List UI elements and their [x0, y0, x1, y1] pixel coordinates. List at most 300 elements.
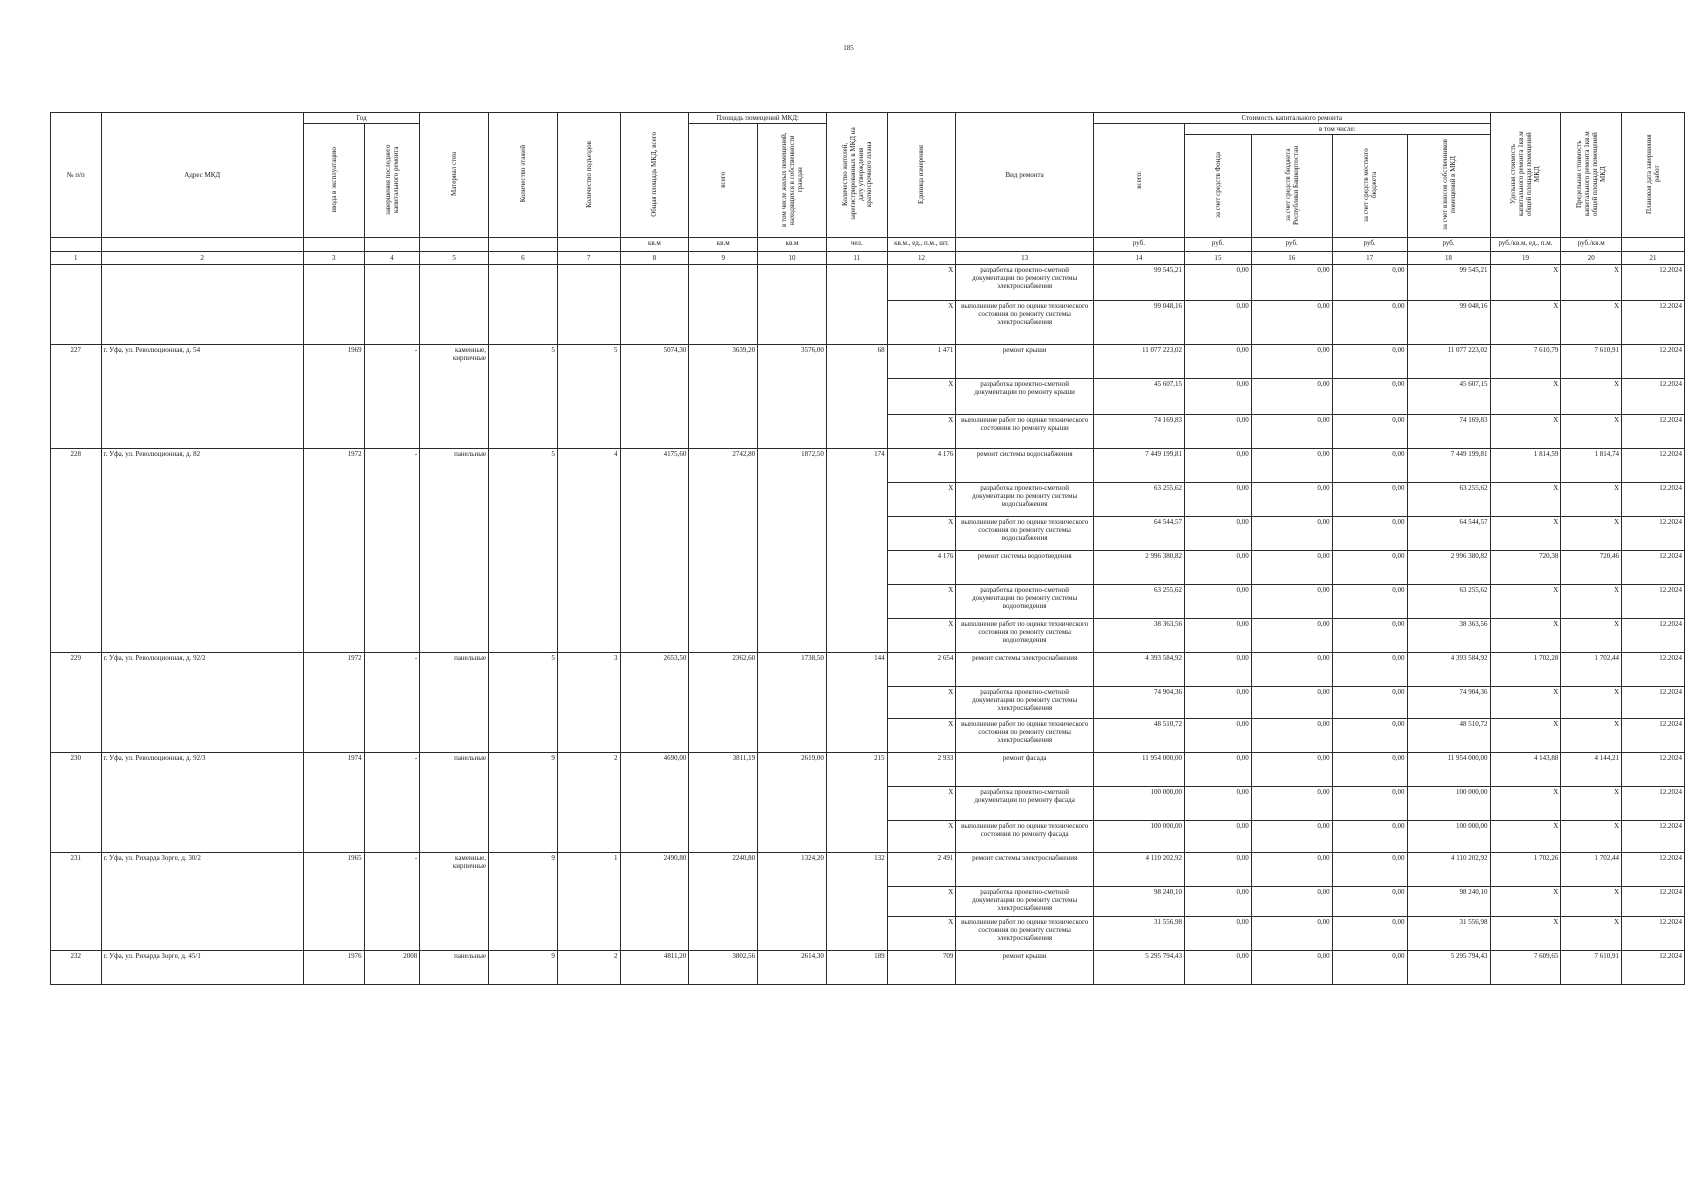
cell-spec: 7 610,79 — [1490, 345, 1561, 379]
cell-ppl: 132 — [826, 853, 887, 887]
cell-date: 12.2024 — [1622, 345, 1685, 379]
cell-work: разработка проектно-сметной документации по ремонту крыши — [956, 379, 1094, 415]
cell-fund: 0,00 — [1184, 887, 1251, 917]
table-row-house — [51, 653, 1685, 687]
cell-a_res — [758, 551, 827, 585]
header-repair-type: Вид ремонта — [956, 113, 1094, 238]
cell-mat — [420, 719, 489, 753]
cell-addr: г. Уфа, ул. Революционная, д. 54 — [101, 345, 303, 379]
cell-unit: 4 176 — [887, 449, 956, 483]
cell-fund: 0,00 — [1184, 517, 1251, 551]
cell-mb: 0,00 — [1332, 887, 1407, 917]
table-row-work — [51, 687, 1685, 719]
cell-a_res: 3576,00 — [758, 345, 827, 379]
header-fund: за счет средств Фонда — [1184, 135, 1251, 238]
cell-spec: 720,38 — [1490, 551, 1561, 585]
cell-y2 — [364, 265, 420, 301]
cell-y1 — [303, 301, 364, 345]
cell-a_all: 2742,80 — [689, 449, 758, 483]
cell-a_all — [689, 483, 758, 517]
cell-fund: 0,00 — [1184, 449, 1251, 483]
cell-ppl — [826, 687, 887, 719]
cell-y2: - — [364, 853, 420, 887]
cell-lim: 7 610,91 — [1561, 951, 1622, 985]
cell-addr — [101, 517, 303, 551]
cell-mat: панельные — [420, 449, 489, 483]
header-year-commissioned: ввода в эксплуатацию — [303, 124, 364, 238]
cell-addr — [101, 551, 303, 585]
cell-num — [51, 917, 102, 951]
cell-ent: 2 — [557, 753, 620, 787]
cell-total: 4 393 584,92 — [1093, 653, 1184, 687]
cell-ppl — [826, 887, 887, 917]
cell-rb: 0,00 — [1251, 853, 1332, 887]
cell-rb: 0,00 — [1251, 517, 1332, 551]
header-year-last-repair: завершения последнего капитального ремонта — [364, 124, 420, 238]
table-row-work — [51, 887, 1685, 917]
cell-mb: 0,00 — [1332, 265, 1407, 301]
cell-fl: 5 — [489, 345, 558, 379]
cell-mat — [420, 551, 489, 585]
cell-date: 12.2024 — [1622, 719, 1685, 753]
cell-mb: 0,00 — [1332, 619, 1407, 653]
cell-ent: 5 — [557, 345, 620, 379]
cell-fl — [489, 415, 558, 449]
cell-num: 229 — [51, 653, 102, 687]
cell-addr — [101, 719, 303, 753]
cell-fl — [489, 517, 558, 551]
cell-mat — [420, 483, 489, 517]
cell-y2 — [364, 301, 420, 345]
cell-y1 — [303, 551, 364, 585]
table-row-work — [51, 551, 1685, 585]
cell-fund: 0,00 — [1184, 821, 1251, 853]
cell-a_res — [758, 619, 827, 653]
cell-rb: 0,00 — [1251, 379, 1332, 415]
cell-mb: 0,00 — [1332, 787, 1407, 821]
cell-ppl — [826, 585, 887, 619]
cell-own: 100 000,00 — [1407, 787, 1490, 821]
cell-unit: X — [887, 483, 956, 517]
header-num: № п/п — [51, 113, 102, 238]
cell-date: 12.2024 — [1622, 517, 1685, 551]
cell-a_res — [758, 917, 827, 951]
cell-unit: X — [887, 265, 956, 301]
cell-y2 — [364, 619, 420, 653]
cell-spec: 7 609,65 — [1490, 951, 1561, 985]
cell-mat — [420, 517, 489, 551]
cell-mat — [420, 821, 489, 853]
cell-total: 99 048,16 — [1093, 301, 1184, 345]
cell-a_res — [758, 585, 827, 619]
cell-own: 31 556,98 — [1407, 917, 1490, 951]
cell-a_all — [689, 551, 758, 585]
cell-rb: 0,00 — [1251, 449, 1332, 483]
cell-y2: - — [364, 345, 420, 379]
cell-a_res: 1324,20 — [758, 853, 827, 887]
cell-lim: X — [1561, 887, 1622, 917]
header-area-residential: в том числе жилых помещений, находящихся в собственности граждан — [758, 124, 827, 238]
cell-y1 — [303, 379, 364, 415]
cell-ppl — [826, 379, 887, 415]
cell-date: 12.2024 — [1622, 449, 1685, 483]
cell-mb: 0,00 — [1332, 379, 1407, 415]
table-row-house — [51, 449, 1685, 483]
cell-lim: 7 610,91 — [1561, 345, 1622, 379]
header-limit-cost: Предельная стоимость капитального ремонта 1кв.м общей площади помещений МКД — [1561, 113, 1622, 238]
cell-ent — [557, 619, 620, 653]
cell-own: 11 077 223,02 — [1407, 345, 1490, 379]
cell-total: 74 904,36 — [1093, 687, 1184, 719]
header-floors: Количество этажей — [489, 113, 558, 238]
cell-total: 63 255,62 — [1093, 585, 1184, 619]
table-row-work — [51, 415, 1685, 449]
cell-total: 63 255,62 — [1093, 483, 1184, 517]
cell-spec: 4 143,88 — [1490, 753, 1561, 787]
cell-area — [620, 517, 689, 551]
cell-a_res — [758, 687, 827, 719]
cell-lim: X — [1561, 585, 1622, 619]
cell-work: выполнение работ по оценке технического состояния по ремонту фасада — [956, 821, 1094, 853]
cell-y1 — [303, 787, 364, 821]
cell-mb: 0,00 — [1332, 719, 1407, 753]
header-wall-material: Материал стен — [420, 113, 489, 238]
cell-num — [51, 619, 102, 653]
cell-ppl: 144 — [826, 653, 887, 687]
cell-own: 99 048,16 — [1407, 301, 1490, 345]
cell-ppl: 189 — [826, 951, 887, 985]
cell-area — [620, 719, 689, 753]
cell-ppl — [826, 551, 887, 585]
cell-a_all — [689, 517, 758, 551]
cell-a_res — [758, 517, 827, 551]
table-row-house — [51, 753, 1685, 787]
cell-spec: X — [1490, 687, 1561, 719]
cell-mat — [420, 619, 489, 653]
cell-rb: 0,00 — [1251, 787, 1332, 821]
cell-addr: г. Уфа, ул. Революционная, д. 82 — [101, 449, 303, 483]
cell-own: 74 904,36 — [1407, 687, 1490, 719]
cell-work: разработка проектно-сметной документации по ремонту системы электроснабжения — [956, 687, 1094, 719]
cell-unit: X — [887, 585, 956, 619]
cell-unit: X — [887, 787, 956, 821]
cell-work: разработка проектно-сметной документации по ремонту фасада — [956, 787, 1094, 821]
cell-ent — [557, 517, 620, 551]
cell-num — [51, 517, 102, 551]
cell-rb: 0,00 — [1251, 345, 1332, 379]
cell-date: 12.2024 — [1622, 687, 1685, 719]
cell-a_all — [689, 379, 758, 415]
cell-mat — [420, 787, 489, 821]
cell-fl — [489, 917, 558, 951]
cell-lim: X — [1561, 517, 1622, 551]
cell-work: ремонт системы электроснабжения — [956, 853, 1094, 887]
header-local-budget: за счет средств местного бюджета — [1332, 135, 1407, 238]
cell-fund: 0,00 — [1184, 585, 1251, 619]
cell-y2 — [364, 517, 420, 551]
cell-fund: 0,00 — [1184, 719, 1251, 753]
cell-area — [620, 585, 689, 619]
cell-spec: X — [1490, 887, 1561, 917]
cell-date: 12.2024 — [1622, 415, 1685, 449]
cell-a_res — [758, 821, 827, 853]
cell-ent — [557, 415, 620, 449]
cell-fl — [489, 821, 558, 853]
cell-mb: 0,00 — [1332, 951, 1407, 985]
cell-spec: X — [1490, 517, 1561, 551]
cell-rb: 0,00 — [1251, 301, 1332, 345]
cell-own: 2 996 380,82 — [1407, 551, 1490, 585]
table-row-work — [51, 379, 1685, 415]
cell-a_res — [758, 379, 827, 415]
cell-total: 31 556,98 — [1093, 917, 1184, 951]
cell-area — [620, 619, 689, 653]
cell-num: 228 — [51, 449, 102, 483]
cell-a_all: 2362,60 — [689, 653, 758, 687]
cell-own: 7 449 199,81 — [1407, 449, 1490, 483]
cell-rb: 0,00 — [1251, 653, 1332, 687]
cell-fl — [489, 687, 558, 719]
cell-fund: 0,00 — [1184, 753, 1251, 787]
table-row-work — [51, 517, 1685, 551]
cell-fl — [489, 719, 558, 753]
cell-ent — [557, 483, 620, 517]
cell-num: 231 — [51, 853, 102, 887]
cell-unit: 2 491 — [887, 853, 956, 887]
cell-ent — [557, 787, 620, 821]
cell-rb: 0,00 — [1251, 619, 1332, 653]
header-unit: Единица измерения — [887, 113, 956, 238]
cell-area — [620, 379, 689, 415]
cell-own: 4 393 584,92 — [1407, 653, 1490, 687]
cell-y2: - — [364, 653, 420, 687]
cell-num: 232 — [51, 951, 102, 985]
cell-fl — [489, 265, 558, 301]
cell-lim: X — [1561, 483, 1622, 517]
cell-date: 12.2024 — [1622, 301, 1685, 345]
cell-fund: 0,00 — [1184, 853, 1251, 887]
cell-spec: X — [1490, 265, 1561, 301]
cell-spec: X — [1490, 483, 1561, 517]
cell-ppl — [826, 719, 887, 753]
cell-unit: X — [887, 887, 956, 917]
header-incl-group: в том числе: — [1184, 124, 1490, 135]
cell-lim: X — [1561, 415, 1622, 449]
cell-mb: 0,00 — [1332, 653, 1407, 687]
cell-date: 12.2024 — [1622, 917, 1685, 951]
cell-num — [51, 787, 102, 821]
table-row-house — [51, 345, 1685, 379]
cell-date: 12.2024 — [1622, 653, 1685, 687]
cell-mb: 0,00 — [1332, 517, 1407, 551]
cell-lim: X — [1561, 821, 1622, 853]
cell-a_all — [689, 719, 758, 753]
cell-ppl — [826, 821, 887, 853]
cell-y1: 1976 — [303, 951, 364, 985]
cell-fl — [489, 483, 558, 517]
cell-rb: 0,00 — [1251, 951, 1332, 985]
cell-date: 12.2024 — [1622, 619, 1685, 653]
cell-own: 4 110 202,92 — [1407, 853, 1490, 887]
cell-rb: 0,00 — [1251, 585, 1332, 619]
cell-fl: 5 — [489, 653, 558, 687]
cell-y1 — [303, 719, 364, 753]
cell-a_res: 1872,50 — [758, 449, 827, 483]
cell-own: 64 544,57 — [1407, 517, 1490, 551]
table-row-house — [51, 853, 1685, 887]
cell-mat — [420, 917, 489, 951]
table-row-work — [51, 917, 1685, 951]
cell-addr: г. Уфа, ул. Рихарда Зорге, д. 30/2 — [101, 853, 303, 887]
cell-unit: X — [887, 301, 956, 345]
cell-work: выполнение работ по оценке технического состояния по ремонту системы электроснабжения — [956, 301, 1094, 345]
header-owners: за счет взносов собственников помещений в МКД — [1407, 135, 1490, 238]
cell-addr — [101, 483, 303, 517]
cell-y1 — [303, 415, 364, 449]
cell-addr — [101, 821, 303, 853]
cell-a_all — [689, 821, 758, 853]
cell-work: ремонт крыши — [956, 345, 1094, 379]
cell-a_res — [758, 265, 827, 301]
cell-num — [51, 301, 102, 345]
cell-ent — [557, 821, 620, 853]
cell-mat: панельные — [420, 753, 489, 787]
cell-date: 12.2024 — [1622, 951, 1685, 985]
cell-lim: 1 702,44 — [1561, 853, 1622, 887]
cell-fund: 0,00 — [1184, 619, 1251, 653]
cell-y1 — [303, 821, 364, 853]
table-row-work — [51, 301, 1685, 345]
cell-rb: 0,00 — [1251, 917, 1332, 951]
cell-fund: 0,00 — [1184, 483, 1251, 517]
header-area-all: всего — [689, 124, 758, 238]
cell-lim: 1 814,74 — [1561, 449, 1622, 483]
cell-addr: г. Уфа, ул. Революционная, д. 92/2 — [101, 653, 303, 687]
cell-ent: 1 — [557, 853, 620, 887]
cell-y1: 1972 — [303, 449, 364, 483]
header-specific-cost: Удельная стоимость капитального ремонта 1кв.м общей площади помещений МКД — [1490, 113, 1561, 238]
cell-spec: X — [1490, 787, 1561, 821]
cell-y2 — [364, 551, 420, 585]
cell-fl: 5 — [489, 449, 558, 483]
table-body — [51, 265, 1685, 985]
cell-area — [620, 265, 689, 301]
cell-work: разработка проектно-сметной документации по ремонту системы электроснабжения — [956, 887, 1094, 917]
header-address: Адрес МКД — [101, 113, 303, 238]
cell-num — [51, 887, 102, 917]
cell-ppl — [826, 619, 887, 653]
cell-fl — [489, 301, 558, 345]
cell-num — [51, 821, 102, 853]
table-row-work — [51, 619, 1685, 653]
cell-total: 2 996 380,82 — [1093, 551, 1184, 585]
header-cost-group: Стоимость капитального ремонта — [1093, 113, 1490, 124]
cell-a_all — [689, 787, 758, 821]
cell-y2 — [364, 719, 420, 753]
cell-total: 7 449 199,81 — [1093, 449, 1184, 483]
cell-mb: 0,00 — [1332, 551, 1407, 585]
cell-y1 — [303, 887, 364, 917]
cell-fund: 0,00 — [1184, 653, 1251, 687]
cell-unit: X — [887, 917, 956, 951]
cell-y1 — [303, 483, 364, 517]
cell-mat — [420, 887, 489, 917]
cell-unit: X — [887, 619, 956, 653]
cell-y1: 1965 — [303, 853, 364, 887]
cell-work: выполнение работ по оценке технического состояния по ремонту системы водоотведения — [956, 619, 1094, 653]
cell-a_all — [689, 887, 758, 917]
cell-mb: 0,00 — [1332, 821, 1407, 853]
cell-lim: X — [1561, 917, 1622, 951]
cell-rb: 0,00 — [1251, 687, 1332, 719]
cell-y2: 2008 — [364, 951, 420, 985]
cell-a_all — [689, 585, 758, 619]
cell-unit: X — [887, 517, 956, 551]
cell-ppl — [826, 787, 887, 821]
cell-unit: 4 176 — [887, 551, 956, 585]
cell-mb: 0,00 — [1332, 345, 1407, 379]
cell-unit: X — [887, 415, 956, 449]
capital-repair-table — [50, 112, 1685, 985]
cell-y1: 1969 — [303, 345, 364, 379]
cell-own: 98 240,10 — [1407, 887, 1490, 917]
cell-fl — [489, 619, 558, 653]
cell-spec: 1 814,59 — [1490, 449, 1561, 483]
cell-a_all — [689, 687, 758, 719]
cell-work: разработка проектно-сметной документации по ремонту системы водоотведения — [956, 585, 1094, 619]
cell-area — [620, 887, 689, 917]
cell-a_all: 3802,56 — [689, 951, 758, 985]
cell-date: 12.2024 — [1622, 585, 1685, 619]
cell-a_res — [758, 301, 827, 345]
cell-mat: каменные, кирпичные — [420, 853, 489, 887]
cell-work: ремонт фасада — [956, 753, 1094, 787]
cell-ppl — [826, 415, 887, 449]
cell-total: 100 000,00 — [1093, 821, 1184, 853]
cell-a_all: 3811,19 — [689, 753, 758, 787]
cell-total: 100 000,00 — [1093, 787, 1184, 821]
cell-y2: - — [364, 753, 420, 787]
cell-area — [620, 687, 689, 719]
cell-lim: 1 702,44 — [1561, 653, 1622, 687]
cell-work: ремонт крыши — [956, 951, 1094, 985]
cell-work: выполнение работ по оценке технического состояния по ремонту системы электроснабжения — [956, 917, 1094, 951]
cell-num — [51, 719, 102, 753]
cell-lim: 720,46 — [1561, 551, 1622, 585]
cell-ent — [557, 687, 620, 719]
cell-y2 — [364, 787, 420, 821]
cell-rb: 0,00 — [1251, 551, 1332, 585]
cell-mat — [420, 265, 489, 301]
cell-a_all: 2240,80 — [689, 853, 758, 887]
cell-date: 12.2024 — [1622, 853, 1685, 887]
cell-num — [51, 415, 102, 449]
cell-a_all: 3639,20 — [689, 345, 758, 379]
cell-fl — [489, 887, 558, 917]
table-row-work — [51, 265, 1685, 301]
cell-y2 — [364, 821, 420, 853]
cell-spec: X — [1490, 301, 1561, 345]
cell-own: 74 169,83 — [1407, 415, 1490, 449]
cell-area: 4175,60 — [620, 449, 689, 483]
cell-lim: X — [1561, 265, 1622, 301]
cell-addr — [101, 379, 303, 415]
table-row-work — [51, 483, 1685, 517]
cell-date: 12.2024 — [1622, 265, 1685, 301]
table-row-work — [51, 719, 1685, 753]
header-planned-date: Плановая дата завершения работ — [1622, 113, 1685, 238]
cell-area: 2653,50 — [620, 653, 689, 687]
